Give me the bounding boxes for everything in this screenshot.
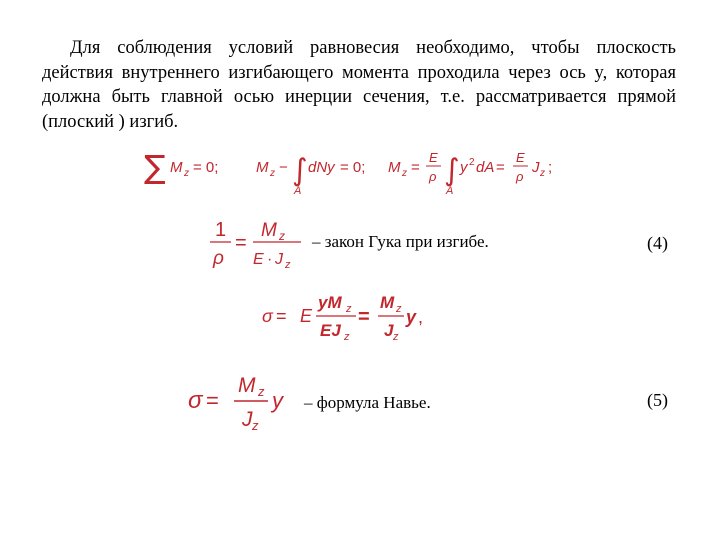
svg-text:ρ: ρ xyxy=(429,169,437,184)
svg-text:z: z xyxy=(184,168,189,179)
svg-text:ρ: ρ xyxy=(213,248,224,269)
svg-text:z: z xyxy=(252,418,259,433)
svg-text:=: = xyxy=(496,159,505,176)
svg-text:= 0;: = 0; xyxy=(193,159,219,176)
sigma-expanded-formula xyxy=(260,286,430,346)
svg-text:dA: dA xyxy=(476,159,495,176)
svg-text:EJ: EJ xyxy=(320,321,341,340)
svg-text:J: J xyxy=(384,321,394,340)
svg-text:J: J xyxy=(242,408,253,431)
hooke-formula xyxy=(205,212,305,274)
svg-text:z: z xyxy=(540,168,545,179)
svg-text:=: = xyxy=(235,232,247,254)
svg-text:M: M xyxy=(261,220,277,241)
svg-text:M: M xyxy=(170,159,183,176)
svg-text:dNy: dNy xyxy=(308,159,335,176)
svg-text:y: y xyxy=(460,159,468,176)
svg-text:z: z xyxy=(344,331,350,343)
svg-text:E: E xyxy=(429,150,438,165)
svg-text:;: ; xyxy=(548,159,553,176)
hooke-note: – закон Гука при изгибе. xyxy=(312,232,489,251)
equation-number-5: (5) xyxy=(647,390,668,410)
svg-text:z: z xyxy=(346,303,352,315)
svg-text:A: A xyxy=(446,185,454,197)
svg-text:y: y xyxy=(272,388,283,413)
svg-text:,: , xyxy=(418,307,424,327)
equilibrium-formula xyxy=(140,140,570,198)
svg-text:M: M xyxy=(380,293,395,312)
svg-text:z: z xyxy=(279,229,285,243)
svg-text:M: M xyxy=(256,159,269,176)
svg-text:y: y xyxy=(406,307,417,327)
svg-text:1: 1 xyxy=(215,219,227,241)
svg-text:z: z xyxy=(270,168,275,179)
svg-text:−: − xyxy=(279,159,288,176)
svg-text:=: = xyxy=(358,306,370,328)
svg-text:=: = xyxy=(276,306,287,326)
svg-text:∫: ∫ xyxy=(292,153,308,188)
svg-text:=: = xyxy=(411,159,420,176)
svg-text:∑: ∑ xyxy=(144,148,166,186)
svg-text:z: z xyxy=(393,331,399,343)
svg-text:σ: σ xyxy=(188,387,203,414)
svg-text:= 0;: = 0; xyxy=(340,159,366,176)
svg-text:E: E xyxy=(253,251,264,268)
svg-text:E: E xyxy=(516,150,525,165)
intro-paragraph: Для соблюдения условий равновесия необходимо, чтобы плоскость действия внутреннего изгибающего момента проходила через ось y, которая должна быть главной осью инерции сечения, т.е. рассматривается прямой (плоский ) изгиб. xyxy=(42,38,676,132)
svg-text:z: z xyxy=(258,384,265,399)
svg-text:A: A xyxy=(294,185,302,197)
svg-text:·: · xyxy=(267,251,273,268)
equation-number-4: (4) xyxy=(647,233,668,253)
svg-text:E: E xyxy=(300,306,313,326)
svg-text:2: 2 xyxy=(469,157,475,168)
svg-text:z: z xyxy=(396,303,402,315)
svg-text:σ: σ xyxy=(262,306,273,326)
svg-text:J: J xyxy=(275,251,283,268)
svg-text:=: = xyxy=(206,388,219,413)
navier-note: – формула Навье. xyxy=(304,393,431,412)
svg-text:z: z xyxy=(285,259,291,271)
svg-text:M: M xyxy=(388,159,401,176)
svg-text:M: M xyxy=(238,374,256,397)
navier-formula xyxy=(186,368,296,434)
svg-text:yM: yM xyxy=(318,293,342,312)
svg-text:J: J xyxy=(532,159,540,176)
svg-text:ρ: ρ xyxy=(516,169,524,184)
svg-text:z: z xyxy=(402,168,407,179)
svg-text:∫: ∫ xyxy=(444,153,460,188)
